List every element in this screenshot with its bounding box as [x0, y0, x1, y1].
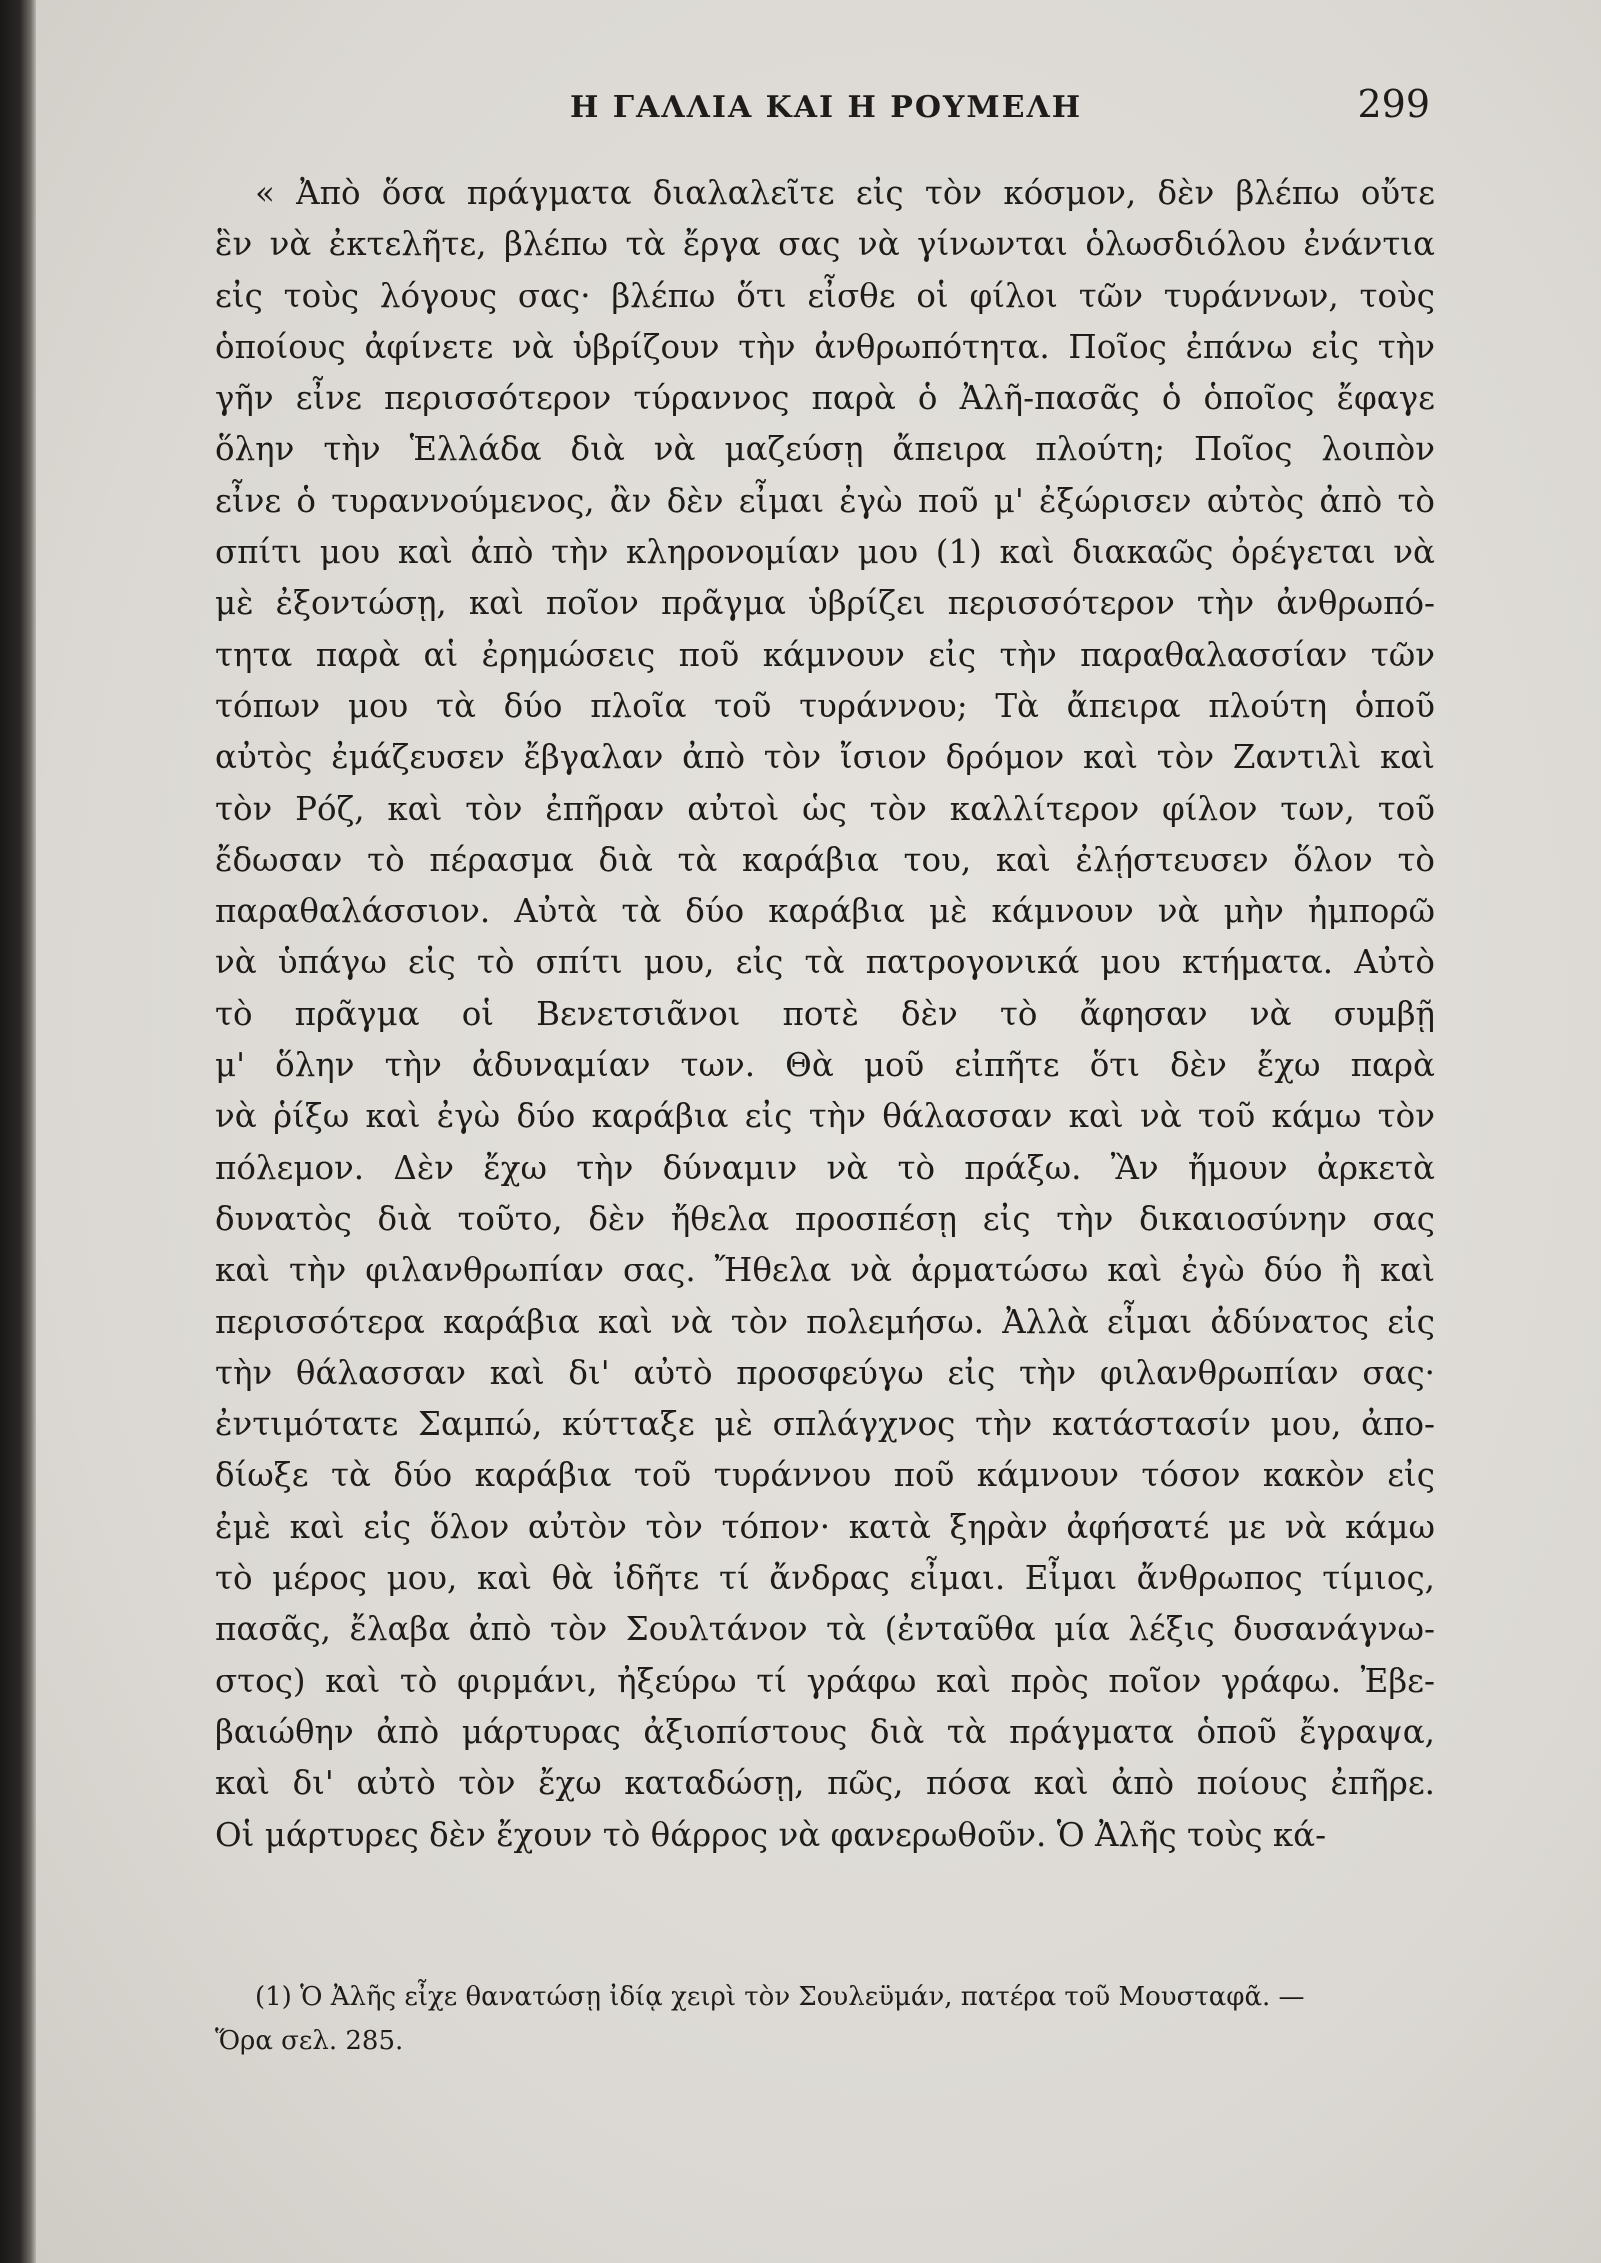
text-line: παραθαλάσσιον. Αὐτὰ τὰ δύο καράβια μὲ κάμνουν νὰ μὴν ἠμπορῶ — [215, 892, 1435, 931]
text-line: εἰς τοὺς λόγους σας· βλέπω ὅτι εἶσθε οἱ φίλοι τῶν τυράννων, τοὺς — [215, 276, 1435, 315]
footnote-line: Ὅρα σελ. 285. — [215, 2026, 404, 2056]
footnote-line: (1) Ὁ Ἀλῆς εἶχε θανατώσῃ ἰδίᾳ χειρὶ τὸν Σουλεϋμάν, πατέρα τοῦ Μουσταφᾶ. — — [255, 1982, 1305, 2012]
running-title: Η ΓΑΛΛΙΑ ΚΑΙ Η ΡΟΥΜΕΛΗ — [570, 90, 1083, 125]
text-line: ἓν νὰ ἐκτελῆτε, βλέπω τὰ ἔργα σας νὰ γίνωνται ὁλωσδιόλου ἐνάντια — [215, 225, 1435, 264]
text-line: πόλεμον. Δὲν ἔχω τὴν δύναμιν νὰ τὸ πράξω. Ἂν ἤμουν ἀρκετὰ — [215, 1148, 1435, 1187]
body-text — [215, 168, 1435, 1861]
text-line: στος) καὶ τὸ φιρμάνι, ἠξεύρω τί γράφω καὶ πρὸς ποῖον γράφω. Ἐβε- — [215, 1661, 1435, 1700]
text-line: βαιώθην ἀπὸ μάρτυρας ἀξιοπίστους διὰ τὰ πράγματα ὁποῦ ἔγραψα, — [215, 1712, 1435, 1751]
text-line: ὁποίους ἀφίνετε νὰ ὑβρίζουν τὴν ἀνθρωπότητα. Ποῖος ἐπάνω εἰς τὴν — [215, 327, 1435, 366]
text-line: νὰ ῥίξω καὶ ἐγὼ δύο καράβια εἰς τὴν θάλασσαν καὶ νὰ τοῦ κάμω τὸν — [215, 1097, 1435, 1136]
text-line: τὸ μέρος μου, καὶ θὰ ἰδῆτε τί ἄνδρας εἶμαι. Εἶμαι ἄνθρωπος τίμιος, — [215, 1559, 1435, 1598]
text-line: ἐμὲ καὶ εἰς ὅλον αὐτὸν τὸν τόπον· κατὰ ξηρὰν ἀφήσατέ με νὰ κάμω — [215, 1507, 1435, 1546]
text-line: πασᾶς, ἔλαβα ἀπὸ τὸν Σουλτάνον τὰ (ἐνταῦθα μία λέξις δυσανάγνω- — [215, 1610, 1435, 1649]
text-line: περισσότερα καράβια καὶ νὰ τὸν πολεμήσω. Ἀλλὰ εἶμαι ἀδύνατος εἰς — [215, 1302, 1435, 1341]
text-line: καὶ τὴν φιλανθρωπίαν σας. Ἤθελα νὰ ἀρματώσω καὶ ἐγὼ δύο ἢ καὶ — [215, 1251, 1435, 1290]
text-line: τὴν θάλασσαν καὶ δι' αὐτὸ προσφεύγω εἰς τὴν φιλανθρωπίαν σας· — [215, 1353, 1435, 1392]
text-line: εἶνε ὁ τυραννούμενος, ἂν δὲν εἶμαι ἐγὼ ποῦ μ' ἐξώρισεν αὐτὸς ἀπὸ τὸ — [215, 481, 1435, 520]
text-line: μὲ ἐξοντώσῃ, καὶ ποῖον πρᾶγμα ὑβρίζει περισσότερον τὴν ἀνθρωπό- — [215, 584, 1435, 623]
text-line: δίωξε τὰ δύο καράβια τοῦ τυράννου ποῦ κάμνουν τόσον κακὸν εἰς — [215, 1456, 1435, 1495]
text-line: αὐτὸς ἐμάζευσεν ἔβγαλαν ἀπὸ τὸν ἴσιον δρόμον καὶ τὸν Ζαντιλὶ καὶ — [215, 738, 1435, 777]
text-line: τὸν Ρόζ, καὶ τὸν ἐπῆραν αὐτοὶ ὡς τὸν καλλίτερον φίλον των, τοῦ — [215, 789, 1435, 828]
text-line: Οἱ μάρτυρες δὲν ἔχουν τὸ θάρρος νὰ φανερωθοῦν. Ὁ Ἀλῆς τοὺς κά- — [215, 1815, 1327, 1854]
text-line: σπίτι μου καὶ ἀπὸ τὴν κληρονομίαν μου (1) καὶ διακαῶς ὀρέγεται νὰ — [215, 533, 1435, 572]
footnotes — [215, 1975, 1435, 2063]
text-line: γῆν εἶνε περισσότερον τύραννος παρὰ ὁ Ἀλῆ-πασᾶς ὁ ὁποῖος ἔφαγε — [215, 379, 1435, 418]
text-line: « Ἀπὸ ὅσα πράγματα διαλαλεῖτε εἰς τὸν κόσμον, δὲν βλέπω οὔτε — [255, 174, 1435, 212]
text-line: νὰ ὑπάγω εἰς τὸ σπίτι μου, εἰς τὰ πατρογονικά μου κτήματα. Αὐτὸ — [215, 943, 1435, 982]
text-line: ὅλην τὴν Ἑλλάδα διὰ νὰ μαζεύσῃ ἄπειρα πλούτη; Ποῖος λοιπὸν — [215, 430, 1435, 469]
text-line: δυνατὸς διὰ τοῦτο, δὲν ἤθελα προσπέσῃ εἰς τὴν δικαιοσύνην σας — [215, 1199, 1435, 1238]
text-line: τὸ πρᾶγμα οἱ Βενετσιᾶνοι ποτὲ δὲν τὸ ἄφησαν νὰ συμβῇ — [215, 994, 1435, 1033]
page-number: 299 — [1357, 82, 1430, 126]
text-line: τητα παρὰ αἱ ἐρημώσεις ποῦ κάμνουν εἰς τὴν παραθαλασσίαν τῶν — [215, 635, 1435, 674]
text-line: τόπων μου τὰ δύο πλοῖα τοῦ τυράννου; Τὰ ἄπειρα πλούτη ὁποῦ — [215, 686, 1435, 725]
page-header — [230, 82, 1430, 142]
text-line: καὶ δι' αὐτὸ τὸν ἔχω καταδώσῃ, πῶς, πόσα καὶ ἀπὸ ποίους ἐπῆρε. — [215, 1764, 1435, 1803]
text-line: ἐντιμότατε Σαμπώ, κύτταξε μὲ σπλάγχνος τὴν κατάστασίν μου, ἀπο- — [215, 1405, 1435, 1444]
text-line: ἔδωσαν τὸ πέρασμα διὰ τὰ καράβια του, καὶ ἐλῄστευσεν ὅλον τὸ — [215, 840, 1435, 879]
text-line: μ' ὅλην τὴν ἀδυναμίαν των. Θὰ μοῦ εἰπῆτε ὅτι δὲν ἔχω παρὰ — [215, 1046, 1435, 1085]
book-binding-shadow — [0, 0, 36, 2263]
